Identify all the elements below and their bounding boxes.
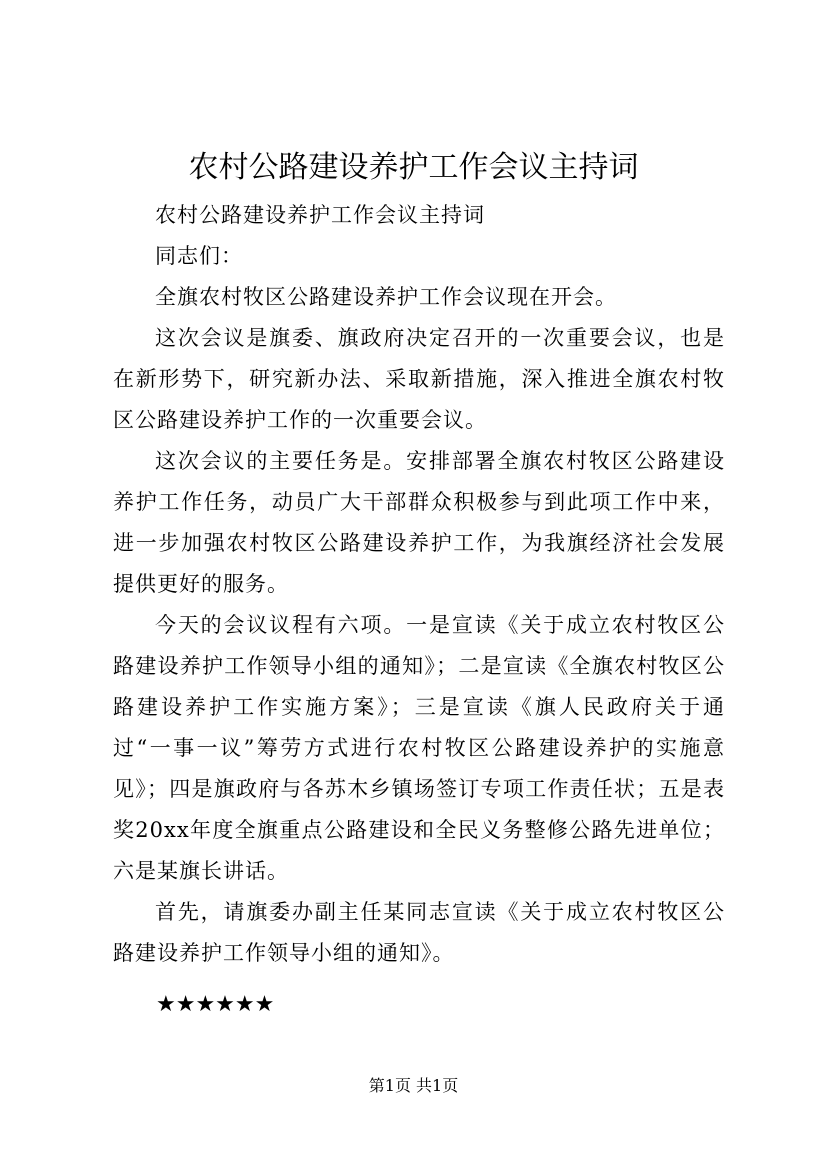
paragraph-meeting-significance: 这次会议是旗委、旗政府决定召开的一次重要会议，也是在新形势下，研究新办法、采取新措施，深入推进全旗农村牧区公路建设养护工作的一次重要会议。 xyxy=(113,326,725,432)
paragraph-subtitle: 农村公路建设养护工作会议主持词 xyxy=(155,203,485,227)
paragraph-salutation: 同志们： xyxy=(155,244,243,268)
paragraph-first-item: 首先，请旗委办副主任某同志宣读《关于成立农村牧区公路建设养护工作领导小组的通知》。 xyxy=(113,900,725,965)
paragraph-opening: 全旗农村牧区公路建设养护工作会议现在开会。 xyxy=(155,285,617,309)
document-body xyxy=(113,195,725,974)
page-footer: 第1页 共1页 xyxy=(368,1076,459,1095)
document-title: 农村公路建设养护工作会议主持词 xyxy=(188,150,639,185)
star-separator: ★★★★★★ xyxy=(156,992,275,1017)
paragraph-agenda: 今天的会议议程有六项。一是宣读《关于成立农村牧区公路建设养护工作领导小组的通知》；二是宣读《全旗农村牧区公路建设养护工作实施方案》；三是宣读《旗人民政府关于通过“一事一议”筹劳方式进行农村牧区公路建设养护的实施意见》；四是旗政府与各苏木乡镇场签订专项工作责任状；五是表奖20xx年度全旗重点公路建设和全民义务整修公路先进单位；六是某旗长讲话。 xyxy=(113,613,725,883)
paragraph-main-tasks: 这次会议的主要任务是。安排部署全旗农村牧区公路建设养护工作任务，动员广大干部群众积极参与到此项工作中来，进一步加强农村牧区公路建设养护工作，为我旗经济社会发展提供更好的服务。 xyxy=(113,449,725,596)
